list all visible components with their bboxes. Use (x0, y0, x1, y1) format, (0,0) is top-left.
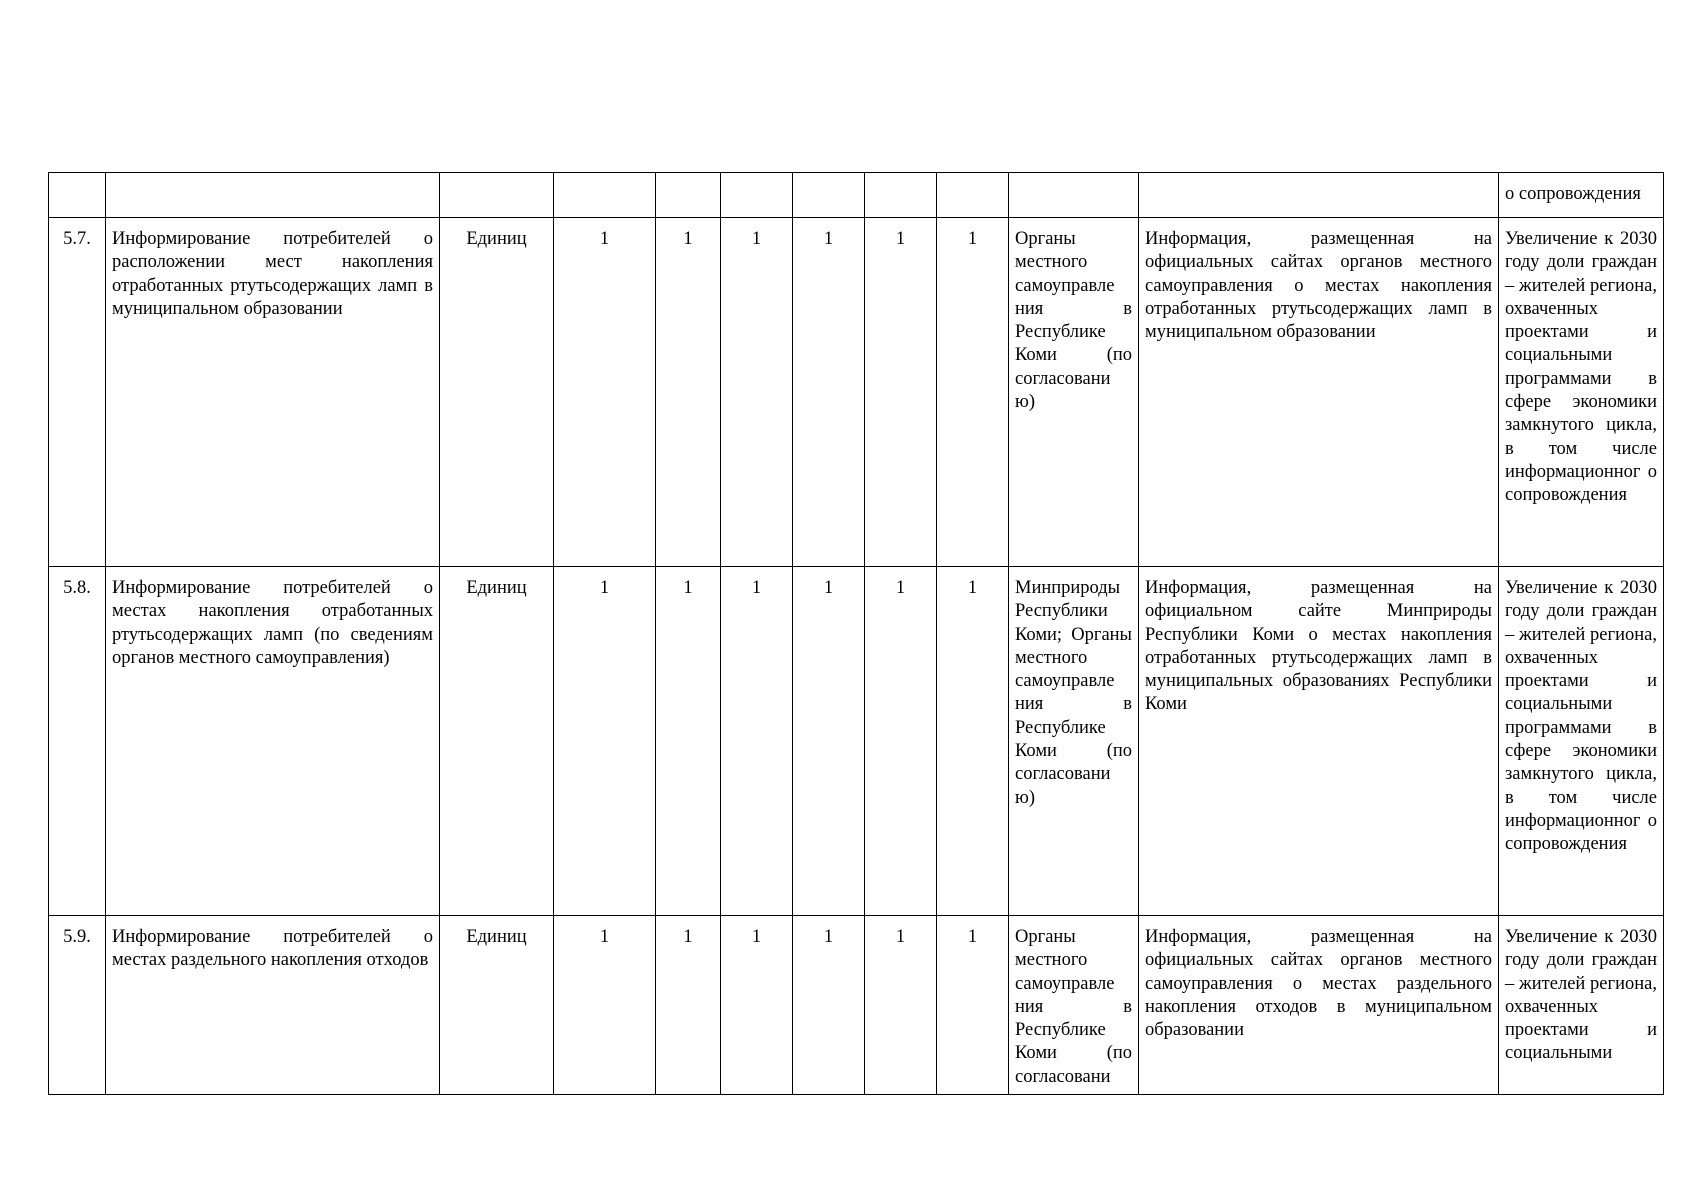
table-row (49, 916, 1664, 1095)
cell-outcome: Увеличение к 2030 году доли граждан – жителей региона, охваченных проектами и социальными (1499, 916, 1664, 1095)
cell-unit (440, 173, 554, 218)
cell-unit: Единиц (440, 218, 554, 567)
cell-value: 1 (793, 218, 865, 567)
cell-value: 1 (721, 916, 793, 1095)
cell-result (1139, 173, 1499, 218)
cell-responsible (1009, 173, 1139, 218)
cell-responsible: Минприроды Республики Коми; Органы местного самоуправле ния в Республике Коми (по согласовани ю) (1009, 567, 1139, 916)
cell-value (793, 173, 865, 218)
cell-value: 1 (937, 567, 1009, 916)
cell-value: 1 (793, 567, 865, 916)
table-row (49, 218, 1664, 567)
cell-number: 5.8. (49, 567, 106, 916)
cell-value: 1 (865, 218, 937, 567)
cell-value (656, 173, 721, 218)
cell-value: 1 (937, 218, 1009, 567)
cell-value: 1 (721, 218, 793, 567)
cell-value: 1 (865, 567, 937, 916)
cell-measure: Информирование потребителей о местах раздельного накопления отходов (106, 916, 440, 1095)
cell-number: 5.9. (49, 916, 106, 1095)
cell-measure: Информирование потребителей о расположении мест накопления отработанных ртутьсодержащих ламп в муниципальном образовании (106, 218, 440, 567)
cell-value: 1 (793, 916, 865, 1095)
cell-value: 1 (656, 567, 721, 916)
cell-result: Информация, размещенная на официальных сайтах органов местного самоуправления о местах раздельного накопления отходов в муниципальном образовании (1139, 916, 1499, 1095)
cell-value: 1 (656, 916, 721, 1095)
measures-table (48, 172, 1664, 1095)
cell-unit: Единиц (440, 567, 554, 916)
cell-number (49, 173, 106, 218)
cell-result: Информация, размещенная на официальных сайтах органов местного самоуправления о местах накопления отработанных ртутьсодержащих ламп в муниципальном образовании (1139, 218, 1499, 567)
cell-value (937, 173, 1009, 218)
cell-outcome (1499, 173, 1664, 218)
table-row-continuation (49, 173, 1664, 218)
cell-measure: Информирование потребителей о местах накопления отработанных ртутьсодержащих ламп (по сведениям органов местного самоуправления) (106, 567, 440, 916)
cell-responsible: Органы местного самоуправле ния в Республике Коми (по согласовани ю) (1009, 218, 1139, 567)
cell-unit: Единиц (440, 916, 554, 1095)
cell-value: 1 (554, 567, 656, 916)
cell-outcome: Увеличение к 2030 году доли граждан – жителей региона, охваченных проектами и социальными программами в сфере экономики замкнутого цикла, в том числе информационног о сопровождения (1499, 218, 1664, 567)
cell-number: 5.7. (49, 218, 106, 567)
cell-value: 1 (721, 567, 793, 916)
table-row (49, 567, 1664, 916)
cell-measure (106, 173, 440, 218)
cell-result: Информация, размещенная на официальном сайте Минприроды Республики Коми о местах накопления отработанных ртутьсодержащих ламп в муниципальных образованиях Республики Коми (1139, 567, 1499, 916)
cell-value (554, 173, 656, 218)
cell-value (865, 173, 937, 218)
outcome-text: о сопровождения (1505, 184, 1641, 204)
cell-value: 1 (656, 218, 721, 567)
cell-value: 1 (865, 916, 937, 1095)
cell-responsible: Органы местного самоуправле ния в Республике Коми (по согласовани (1009, 916, 1139, 1095)
cell-value (721, 173, 793, 218)
cell-value: 1 (554, 218, 656, 567)
cell-outcome: Увеличение к 2030 году доли граждан – жителей региона, охваченных проектами и социальными программами в сфере экономики замкнутого цикла, в том числе информационног о сопровождения (1499, 567, 1664, 916)
cell-value: 1 (937, 916, 1009, 1095)
cell-value: 1 (554, 916, 656, 1095)
